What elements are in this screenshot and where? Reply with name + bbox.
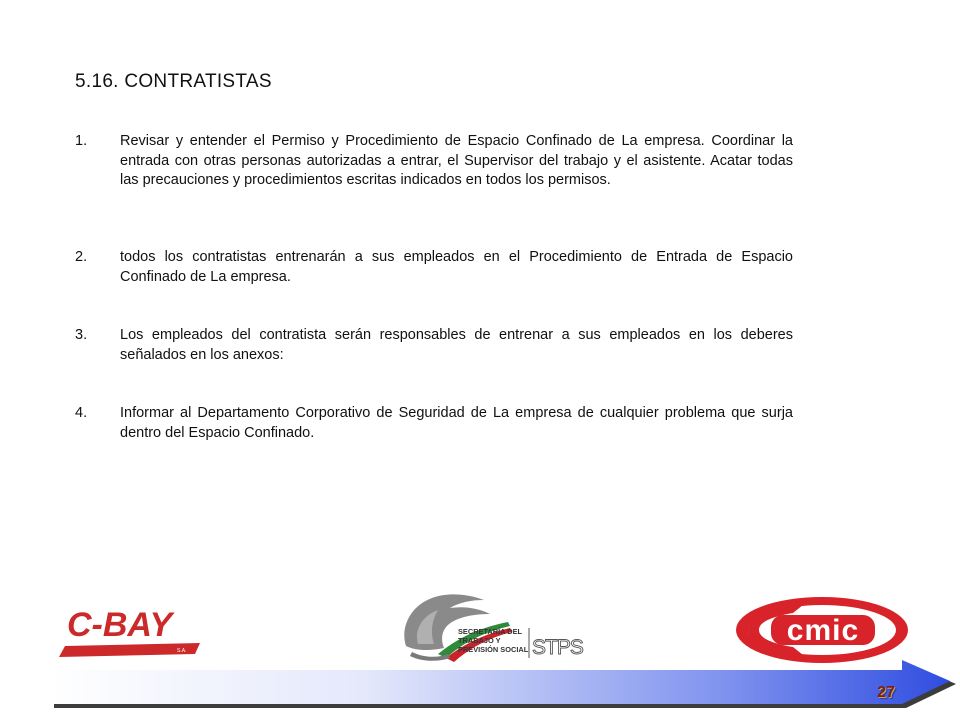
list-item: [75, 248, 793, 287]
cmic-logo-text: cmic: [786, 614, 860, 647]
stps-acronym: STPS: [532, 636, 583, 659]
item-number: 3.: [75, 327, 88, 343]
cbay-logo-sub: S.A.: [177, 648, 187, 654]
page-title: 5.16. CONTRATISTAS: [75, 71, 272, 92]
item-number: 4.: [75, 405, 88, 421]
item-text: todos los contratistas entrenarán a sus empleados en el Procedimiento de Entrada de Espacio Confinado de La empresa.: [120, 249, 793, 285]
stps-line-2: TRABAJO Y: [458, 636, 501, 645]
stps-line-1: SECRETARÍA DEL: [458, 627, 523, 636]
footer-arrow-bar: [50, 662, 960, 712]
list-item: [75, 326, 793, 365]
cbay-logo: [55, 598, 200, 660]
arrow-shape: [50, 660, 950, 704]
item-text: Los empleados del contratista serán responsables de entrenar a sus empleados en los deberes señalados en los anexos:: [120, 327, 793, 363]
item-text: Informar al Departamento Corporativo de Seguridad de La empresa de cualquier problema que surja dentro del Espacio Confinado.: [120, 405, 793, 441]
list-item: [75, 132, 793, 191]
item-number: 1.: [75, 133, 88, 149]
cbay-logo-text: C-BAY: [67, 606, 173, 644]
item-text: Revisar y entender el Permiso y Procedimiento de Espacio Confinado de La empresa. Coordinar la entrada con otras personas autorizadas a entrar, el Supervisor del trabajo y el asistente. Acatar todas las precauciones y procedimientos escritas indicados en todos los permisos.: [120, 133, 793, 189]
page-number: 27: [877, 684, 895, 701]
cmic-logo: [733, 595, 911, 665]
item-number: 2.: [75, 249, 88, 265]
stps-line-3: PREVISIÓN SOCIAL: [458, 645, 529, 654]
stps-logo: [398, 588, 583, 663]
list-item: [75, 404, 793, 443]
